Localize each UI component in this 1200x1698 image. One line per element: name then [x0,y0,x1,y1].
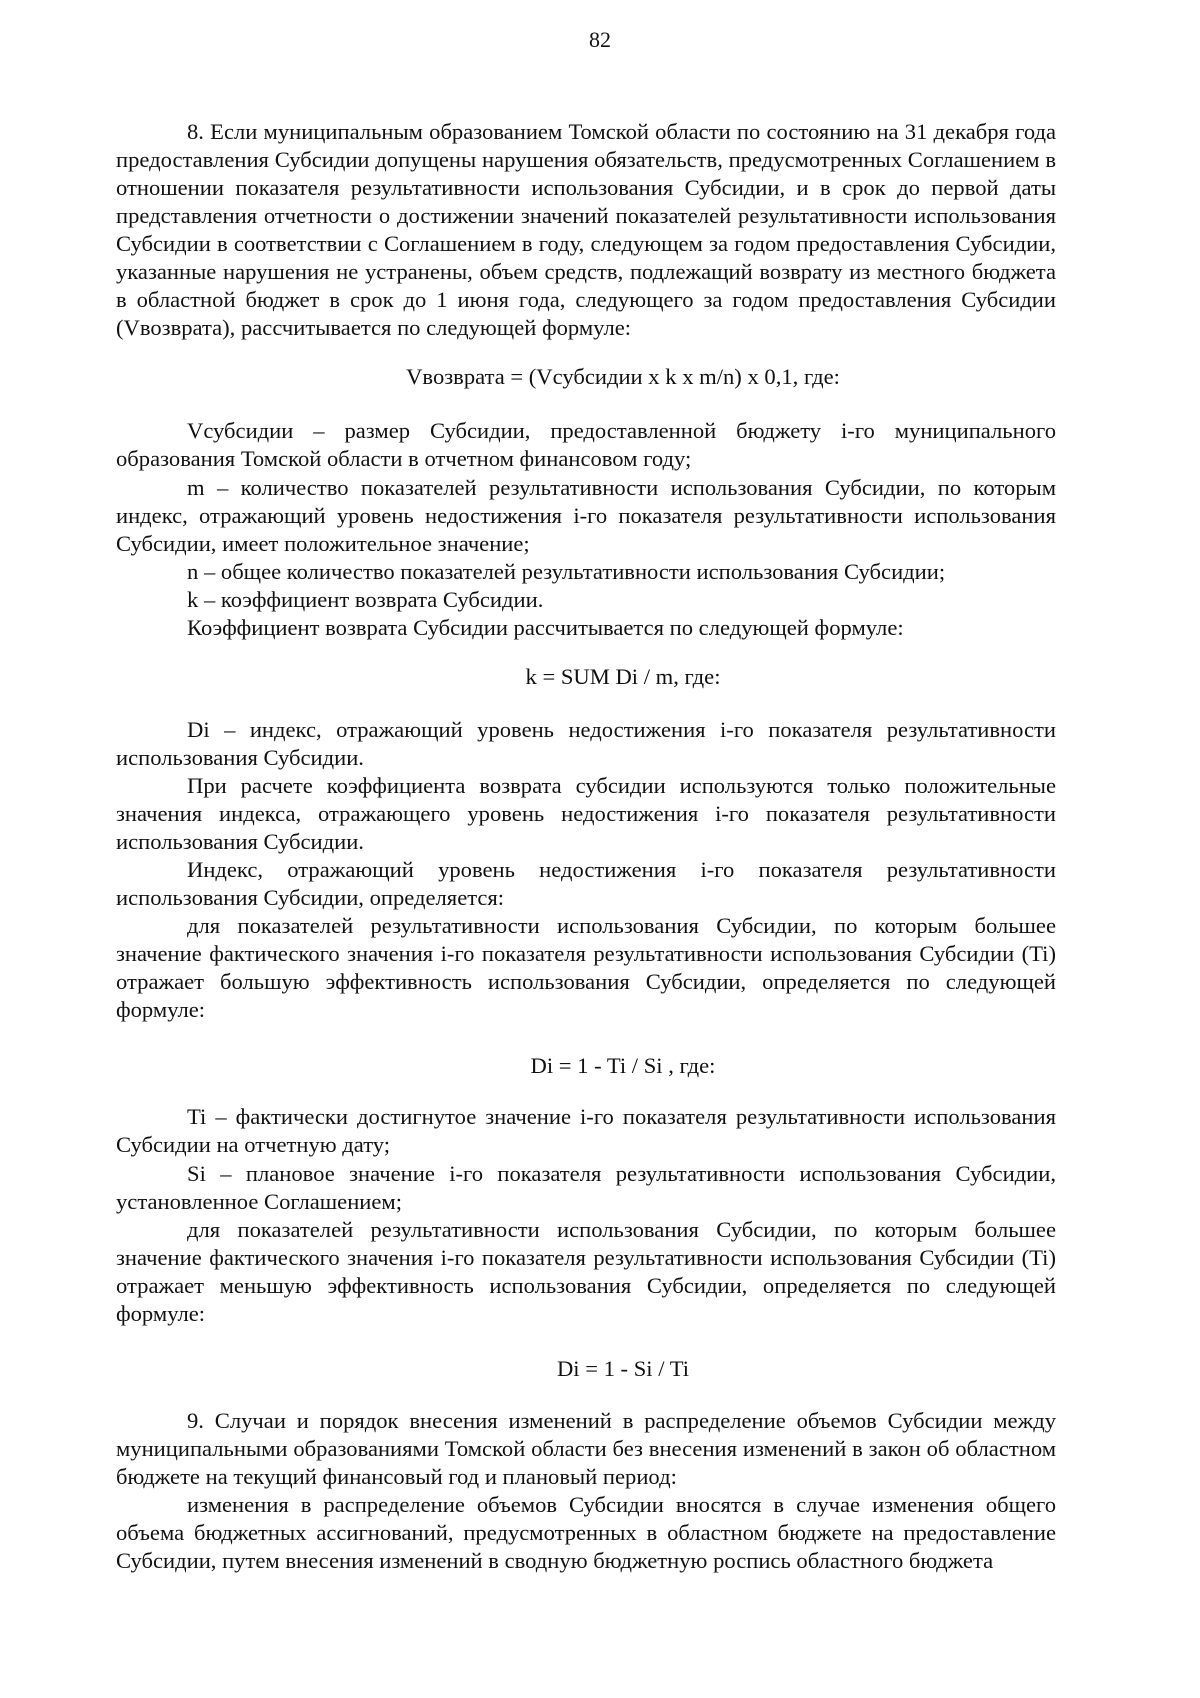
paragraph-lower-efficiency: для показателей результативности использования Субсидии, по которым большее значение фактического значения i-го показателя результативности использования Субсидии (Ti) отражает меньшую эффективность использования Субсидии, определяется по следующей формуле: [116,1216,1056,1326]
paragraph-9: 9. Случаи и порядок внесения изменений в распределение объемов Субсидии между муниципальными образованиями Томской области без внесения изменений в закон об областном бюджете на текущий финансовый год и плановый период: [116,1407,1056,1489]
paragraph-index-intro: Индекс, отражающий уровень недостижения i-го показателя результативности использования Субсидии, определяется: [116,857,1056,911]
paragraph-greater-efficiency: для показателей результативности использования Субсидии, по которым большее значение фактического значения i-го показателя результативности использования Субсидии (Ti) отражает большую эффективность использования Субсидии, определяется по следующей формуле: [116,913,1056,1023]
definition-di: Di – индекс, отражающий уровень недостижения i-го показателя результативности использования Субсидии. [116,716,1056,770]
page-number: 82 [589,27,611,52]
formula-k: k = SUM Di / m, где: [525,663,721,689]
document-body [116,118,1056,1575]
definition-n: n – общее количество показателей результативности использования Субсидии; [187,558,946,584]
definition-ti: Ti – фактически достигнутое значение i-го показателя результативности использования Субсидии на отчетную дату; [116,1104,1056,1158]
definition-v-subsidy: Vсубсидии – размер Субсидии, предоставленной бюджету i-го муниципального образования Томской области в отчетном финансовом году; [116,418,1056,472]
formula-di-1: Di = 1 - Ti / Si , где: [530,1053,716,1079]
formula-v-return: Vвозврата = (Vсубсидии x k x m/n) x 0,1, где: [406,364,840,390]
definition-m: m – количество показателей результативности использования Субсидии, по которым индекс, отражающий уровень недостижения i-го показателя результативности использования Субсидии, имеет положительное значение; [116,474,1056,556]
paragraph-positive-values: При расчете коэффициента возврата субсидии используются только положительные значения индекса, отражающего уровень недостижения i-го показателя результативности использования Субсидии. [116,772,1056,855]
paragraph-k-intro: Коэффициент возврата Субсидии рассчитывается по следующей формуле: [187,614,904,640]
paragraph-distribution-changes: изменения в распределение объемов Субсидии вносятся в случае изменения общего объема бюджетных ассигнований, предусмотренных в областном бюджете на предоставление Субсидии, путем внесения изменений в сводную бюджетную роспись областного бюджета [116,1491,1056,1574]
definition-si: Si – плановое значение i-го показателя результативности использования Субсидии, установленное Соглашением; [116,1160,1056,1214]
definition-k: k – коэффициент возврата Субсидии. [187,586,544,612]
formula-di-2: Di = 1 - Si / Ti [556,1355,690,1381]
paragraph-8: 8. Если муниципальным образованием Томской области по состоянию на 31 декабря года предоставления Субсидии допущены нарушения обязательств, предусмотренных Соглашением в отношении показателя результативности использования Субсидии, и в срок до первой даты представления отчетности о достижении значений показателей результативности использования Субсидии в соответствии с Соглашением в году, следующем за годом предоставления Субсидии, указанные нарушения не устранены, объем средств, подлежащий возврату из местного бюджета в областной бюджет в срок до 1 июня года, следующего за годом предоставления Субсидии (Vвозврата), рассчитывается по следующей формуле: [116,119,1056,341]
